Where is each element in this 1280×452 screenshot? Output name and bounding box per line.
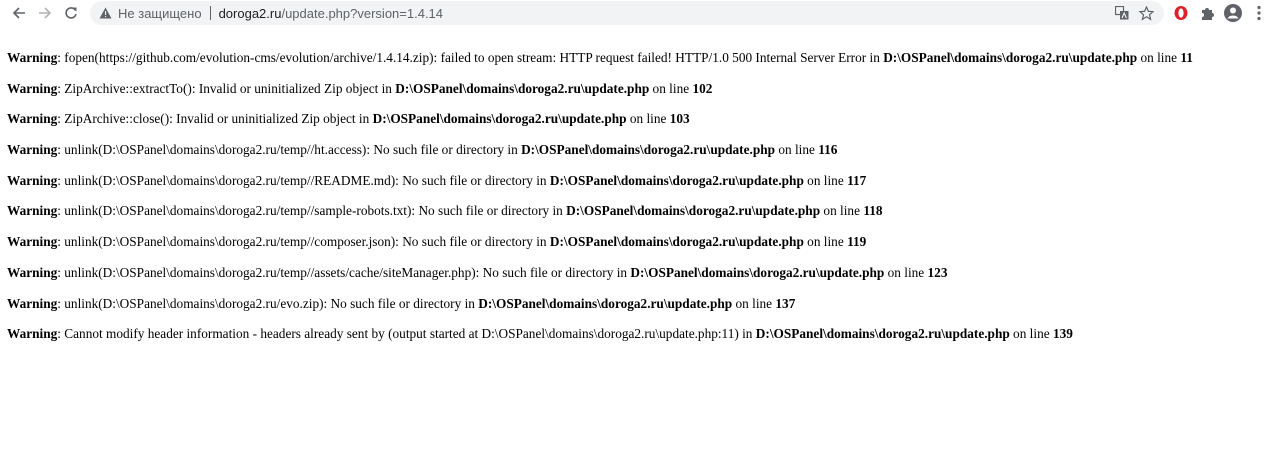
warning-text: : unlink(D:\OSPanel\domains\doroga2.ru/temp//assets/cache/siteManager.php): No such file or directory in	[57, 264, 631, 280]
warning-text: : unlink(D:\OSPanel\domains\doroga2.ru/temp//sample-robots.txt): No such file or directory in	[57, 203, 567, 219]
star-icon[interactable]	[1134, 1, 1158, 25]
reload-button[interactable]	[58, 0, 84, 26]
warning-text: : Cannot modify header information - headers already sent by (output started at D:\OSPanel\domains\doroga2.ru\update.php:11) in	[57, 326, 756, 342]
forward-button[interactable]	[32, 0, 58, 26]
warning-file: D:\OSPanel\domains\doroga2.ru\update.php	[478, 295, 733, 311]
browser-toolbar	[0, 0, 1280, 26]
warning-triangle-icon[interactable]	[98, 6, 112, 20]
warning-line-number: 123	[927, 264, 948, 280]
warning-on-line: on line	[1009, 326, 1053, 342]
warning-message	[7, 202, 1277, 233]
warning-file: D:\OSPanel\domains\doroga2.ru\update.php	[630, 264, 885, 280]
warning-label: Warning	[7, 111, 58, 127]
warning-message	[7, 264, 1277, 295]
warning-text: : ZipArchive::close(): Invalid or uninitialized Zip object in	[57, 111, 373, 127]
warning-message	[7, 172, 1277, 203]
warning-file: D:\OSPanel\domains\doroga2.ru\update.php	[372, 111, 627, 127]
opera-icon[interactable]	[1168, 0, 1194, 26]
warning-text: : ZipArchive::extractTo(): Invalid or uninitialized Zip object in	[57, 80, 396, 96]
warning-line-number: 116	[818, 142, 838, 158]
warning-on-line: on line	[732, 295, 776, 311]
warning-message	[7, 49, 1277, 80]
arrow-right-icon	[38, 6, 52, 20]
profile-icon[interactable]	[1220, 0, 1246, 26]
warning-line-number: 102	[692, 80, 713, 96]
warning-on-line: on line	[820, 203, 864, 219]
reload-icon	[64, 6, 78, 20]
url-path[interactable]: /update.php?version=1.4.14	[281, 5, 444, 21]
warning-line-number: 139	[1052, 326, 1073, 342]
warning-file: D:\OSPanel\domains\doroga2.ru\update.php	[395, 80, 650, 96]
warning-line-number: 119	[847, 234, 867, 250]
arrow-left-icon	[12, 6, 26, 20]
page-content	[7, 49, 1277, 356]
warning-label: Warning	[7, 234, 58, 250]
warning-on-line: on line	[649, 80, 693, 96]
warning-file: D:\OSPanel\domains\doroga2.ru\update.php	[755, 326, 1010, 342]
warning-label: Warning	[7, 203, 58, 219]
warning-message	[7, 110, 1277, 141]
warning-file: D:\OSPanel\domains\doroga2.ru\update.php	[566, 203, 821, 219]
warning-message	[7, 141, 1277, 172]
warning-on-line: on line	[626, 111, 670, 127]
warning-label: Warning	[7, 172, 58, 188]
warning-on-line: on line	[1137, 50, 1181, 65]
warning-message	[7, 233, 1277, 264]
warning-text: : unlink(D:\OSPanel\domains\doroga2.ru/evo.zip): No such file or directory in	[57, 295, 479, 311]
warning-label: Warning	[7, 264, 58, 280]
warning-file: D:\OSPanel\domains\doroga2.ru\update.php	[549, 234, 804, 250]
address-bar[interactable]	[90, 1, 1164, 25]
extensions-area	[1168, 0, 1272, 26]
warning-file: D:\OSPanel\domains\doroga2.ru\update.php	[883, 50, 1138, 65]
warning-on-line: on line	[775, 142, 819, 158]
warning-label: Warning	[7, 142, 58, 158]
warning-text: : unlink(D:\OSPanel\domains\doroga2.ru/temp//composer.json): No such file or directory in	[57, 234, 550, 250]
warning-text: : fopen(https://github.com/evolution-cms/evolution/archive/1.4.14.zip): failed to open stream: HTTP request failed! HTTP/1.0 500 Internal Server Error in	[57, 50, 884, 65]
warning-file: D:\OSPanel\domains\doroga2.ru\update.php	[549, 172, 804, 188]
omnibox-divider	[210, 6, 211, 20]
back-button[interactable]	[6, 0, 32, 26]
warning-label: Warning	[7, 295, 58, 311]
warning-text: : unlink(D:\OSPanel\domains\doroga2.ru/temp//ht.access): No such file or directory in	[57, 142, 522, 158]
warning-on-line: on line	[803, 234, 848, 250]
warning-text: : unlink(D:\OSPanel\domains\doroga2.ru/temp//README.md): No such file or directory in	[57, 172, 550, 188]
url-host[interactable]: doroga2.ru	[218, 5, 282, 21]
warning-label: Warning	[7, 326, 58, 342]
puzzle-icon[interactable]	[1194, 0, 1220, 26]
warning-file: D:\OSPanel\domains\doroga2.ru\update.php	[521, 142, 776, 158]
translate-icon[interactable]	[1110, 1, 1134, 25]
warning-message	[7, 325, 1277, 356]
warning-label: Warning	[7, 50, 58, 65]
warning-on-line: on line	[803, 172, 848, 188]
warning-message	[7, 295, 1277, 326]
warning-line-number: 137	[775, 295, 796, 311]
warning-line-number: 117	[847, 172, 867, 188]
warning-line-number: 103	[669, 111, 690, 127]
warning-on-line: on line	[884, 264, 928, 280]
kebab-menu-icon[interactable]	[1246, 0, 1272, 26]
warning-message	[7, 80, 1277, 111]
warning-line-number: 11	[1180, 50, 1193, 65]
warning-label: Warning	[7, 80, 58, 96]
warning-line-number: 118	[863, 203, 883, 219]
omnibox-actions	[1110, 1, 1158, 25]
security-label[interactable]: Не защищено	[118, 5, 202, 21]
